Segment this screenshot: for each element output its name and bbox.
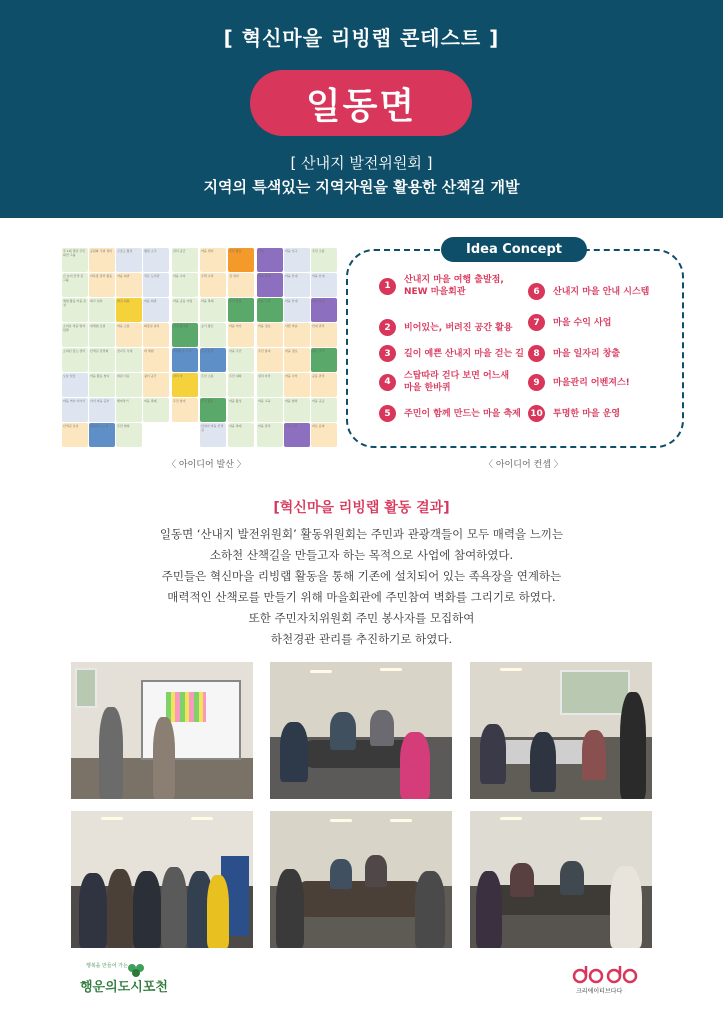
idea-sticky-note: 작은 도서관 [143, 273, 169, 297]
idea-sticky-note: 마을 교육 [257, 398, 283, 422]
idea-sticky-note: 마을 역사 [228, 323, 254, 347]
idea-sticky-note: 산책 활성화 [172, 323, 198, 347]
idea-sticky-note: 마을 정보 [257, 323, 283, 347]
idea-concept-number: 4 [379, 374, 396, 391]
idea-sticky-note: 산책길 조성 [62, 423, 88, 447]
results-line: 소하천 산책길을 만들고자 하는 목적으로 사업에 참여하였다. [209, 548, 514, 562]
dada-logo-icon [570, 964, 640, 986]
idea-sticky-note: 주민 대회 [228, 373, 254, 397]
idea-concept-text: 스탑따라 걷다 보면 어느새 마을 한바퀴 [404, 371, 510, 393]
results-line: 매력적인 산책로를 만들기 위해 마을회관에 주민참여 벽화를 그리기로 하였다. [167, 590, 556, 604]
idea-concept-item [379, 345, 524, 362]
activity-photo-meeting-1 [270, 662, 452, 799]
idea-sticky-note: 주민 협의 [116, 423, 142, 447]
idea-sticky-note: 마을 소통 [116, 323, 142, 347]
idea-sticky-note: 소비유 마을 발자 탐방 [62, 323, 88, 347]
idea-sticky-note: 주민 참여 [257, 348, 283, 372]
idea-sticky-note: 쉼터 공간 [143, 373, 169, 397]
idea-sticky-note: 자욕장 관리 활동 [89, 273, 115, 297]
idea-concept-number: 5 [379, 405, 396, 422]
idea-sticky-note: 공기 좋은 [200, 323, 226, 347]
idea-concept-number: 3 [379, 345, 396, 362]
pocheon-logo-name: 행운의도시포천 [80, 980, 168, 995]
idea-sticky-note: 공동 관리 [311, 373, 337, 397]
idea-concept-item [379, 274, 504, 298]
idea-sticky-note: 마을 안내 [284, 298, 310, 322]
idea-sticky-note: 주민 소통 [311, 248, 337, 272]
idea-sticky-note: 마을 활성 [228, 398, 254, 422]
idea-sticky-note: 해바라기 [116, 398, 142, 422]
idea-sticky-note: 마을 안내 [284, 273, 310, 297]
idea-sticky-note: 발전 위원 [116, 298, 142, 322]
idea-concept-number: 6 [528, 283, 545, 300]
idea-sticky-note: 행원 소주 [143, 248, 169, 272]
idea-sticky-note: 마을 정보 [284, 348, 310, 372]
idea-sticky-note: 집 정비 [228, 273, 254, 297]
idea-sticky-note: 마을 공동 사업 [172, 298, 198, 322]
idea-sticky-note: 주민 소통 [200, 373, 226, 397]
committee-name: [ 산내지 발전위원회 ] [290, 154, 433, 172]
activity-photo-whiteboard [71, 662, 253, 799]
idea-concept-text: 산내지 마을 안내 시스템 [553, 286, 650, 297]
idea-sticky-note: 구조도 활성 [116, 248, 142, 272]
idea-concept-title: Idea Concept [441, 237, 587, 262]
idea-sticky-note: 관리 자 [172, 373, 198, 397]
idea-concept-number: 2 [379, 319, 396, 336]
idea-sticky-note: 체험 활동 마을 조성 [62, 298, 88, 322]
idea-sticky-note: 산내지 마을 산책길 [200, 423, 226, 447]
idea-sticky-note: 주민 활동 [200, 398, 226, 422]
idea-sticky-note: 소외된 장소 정리 [62, 348, 88, 372]
idea-sticky-note: 큰 놀이 산책 길 그룹 [62, 273, 88, 297]
idea-sticky-note: 마을 축제 [143, 398, 169, 422]
idea-concept-text: 마을 수익 사업 [553, 317, 612, 328]
idea-concept-number: 10 [528, 405, 545, 422]
idea-concept-number: 9 [528, 374, 545, 391]
idea-sticky-note: 안내 관리 [311, 323, 337, 347]
activity-photo-meeting-2 [470, 662, 652, 799]
contest-title: [ 혁신마을 리빙랩 콘테스트 ] [223, 26, 500, 50]
creative-dada-logo [566, 962, 646, 1002]
idea-sticky-note: 오늘 일들 [62, 373, 88, 397]
idea-concept-item [379, 319, 512, 336]
idea-concept-text: 산내지 마을 여행 출발점, NEW 마을회관 [404, 275, 504, 297]
idea-sticky-note: 꽃나무 식재 [116, 348, 142, 372]
idea-sticky-note: 주민 합작 [200, 348, 226, 372]
idea-sticky-note: 바 체험 [143, 348, 169, 372]
idea-sticky-note: 마을 입구 [284, 248, 310, 272]
idea-concept-item [528, 374, 630, 391]
idea-sticky-note: 사람 마을 [284, 323, 310, 347]
idea-sticky-note: 관리 공간 [172, 248, 198, 272]
idea-concept-text: 마을관리 어벤져스! [553, 377, 630, 388]
idea-sticky-note: 산책길 전경화 [89, 348, 115, 372]
idea-concept-item [379, 370, 509, 394]
idea-sticky-note: 마을 수익 [284, 373, 310, 397]
idea-sticky-note: 화분 관리 [311, 348, 337, 372]
idea-sticky-note: 바로 운영 [311, 423, 337, 447]
idea-concept-text: 주민이 함께 만드는 마을 축제 [404, 408, 521, 419]
idea-concept-number: 7 [528, 314, 545, 331]
results-text [80, 524, 643, 650]
idea-sticky-note: 마을 안내 [257, 273, 283, 297]
idea-concept-text: 비어있는, 버려진 공간 활용 [404, 322, 513, 333]
idea-sticky-note: 대원 이운 [116, 373, 142, 397]
results-line: 일동면 ‘산내지 발전위원회’ 활동위원회는 주민과 관광객들이 모두 매력을 느끼는 [159, 527, 564, 541]
idea-sticky-note: 주민 참여 [172, 398, 198, 422]
idea-sticky-note: 마을 안내 [311, 298, 337, 322]
idea-concept-caption: 〈 아이디어 컨셉 〉 [484, 460, 563, 470]
idea-sticky-note: 주민 소통 [284, 423, 310, 447]
dada-logo-name: 크리에이티브다다 [576, 988, 623, 995]
idea-concept-item [528, 314, 611, 331]
idea-sticky-note: 마을 회관 [116, 273, 142, 297]
idea-board-caption: 〈 아이디어 발산 〉 [167, 460, 246, 470]
idea-sticky-note: 주민 활동 [228, 248, 254, 272]
idea-board [62, 248, 337, 448]
idea-sticky-note: 마을 공공 [311, 398, 337, 422]
idea-concept-text: 투명한 마을 운영 [553, 408, 621, 419]
idea-concept-item [528, 345, 620, 362]
idea-sticky-note: 마을 축제 [228, 423, 254, 447]
project-subtitle: 지역의 특색있는 지역자원을 활용한 산책길 개발 [203, 178, 520, 196]
pocheon-city-logo [80, 962, 180, 1002]
idea-sticky-note: 마을 구축 [257, 298, 283, 322]
header-banner [0, 0, 723, 218]
idea-sticky-note: 화장실 설치 [143, 323, 169, 347]
idea-concept-item [379, 405, 521, 422]
idea-sticky-note: 체험학교 구성 [172, 348, 198, 372]
idea-sticky-note: 체험학교 구성 [89, 423, 115, 447]
idea-sticky-note: 수익 창출 [228, 298, 254, 322]
pocheon-logo-slogan: 행복을 만들어 가는 [86, 963, 128, 969]
results-line: 또한 주민자치위원회 주민 봉사자를 모집하여 [248, 611, 475, 625]
idea-sticky-note: 마을 협력 [284, 398, 310, 422]
idea-sticky-note: 마을 역사 이야기 [62, 398, 88, 422]
results-title: [혁신마을 리빙랩 활동 결과] [273, 500, 450, 516]
activity-photo-meeting-4 [470, 811, 652, 948]
village-name-badge: 일동면 [250, 70, 472, 136]
activity-photo-meeting-3 [270, 811, 452, 948]
idea-sticky-note: 공원화 주변 정비 [89, 248, 115, 272]
idea-concept-number: 1 [379, 278, 396, 295]
results-line: 주민들은 혁신마을 리빙랩 활동을 통해 기존에 설치되어 있는 족욕장을 연계하는 [161, 569, 562, 583]
idea-sticky-note: 마을 축제 [200, 298, 226, 322]
idea-sticky-note: 주택 수리 [200, 273, 226, 297]
idea-sticky-note: 마을 주민 [228, 348, 254, 372]
idea-sticky-note: 마을 센터 [200, 248, 226, 272]
idea-sticky-note: 설치 자리 [257, 373, 283, 397]
idea-concept-item [528, 283, 649, 300]
idea-concept-number: 8 [528, 345, 545, 362]
idea-sticky-note: 마을 수익 [172, 273, 198, 297]
results-line: 하천경관 관리를 추진하기로 하였다. [270, 632, 453, 646]
idea-sticky-note: 마을 회관 [143, 298, 169, 322]
idea-sticky-note: 주 1회 면담 주민의견 그룹 [62, 248, 88, 272]
idea-sticky-note: 마을 활동 참여 [89, 373, 115, 397]
idea-concept-text: 마을 일자리 창출 [553, 348, 621, 359]
activity-photo-group [71, 811, 253, 948]
idea-sticky-note: 마을 관리 [257, 423, 283, 447]
idea-sticky-note: 안내 [257, 248, 283, 272]
idea-sticky-note: 마을 안내 [311, 273, 337, 297]
idea-sticky-note: 아이 마을 공부 [89, 398, 115, 422]
idea-sticky-note: 데크 설치 [89, 298, 115, 322]
idea-concept-item [528, 405, 620, 422]
idea-concept-text: 길이 예쁜 산내지 마을 걷는 길 [404, 348, 524, 359]
idea-sticky-note: 새체험 로컬 [89, 323, 115, 347]
